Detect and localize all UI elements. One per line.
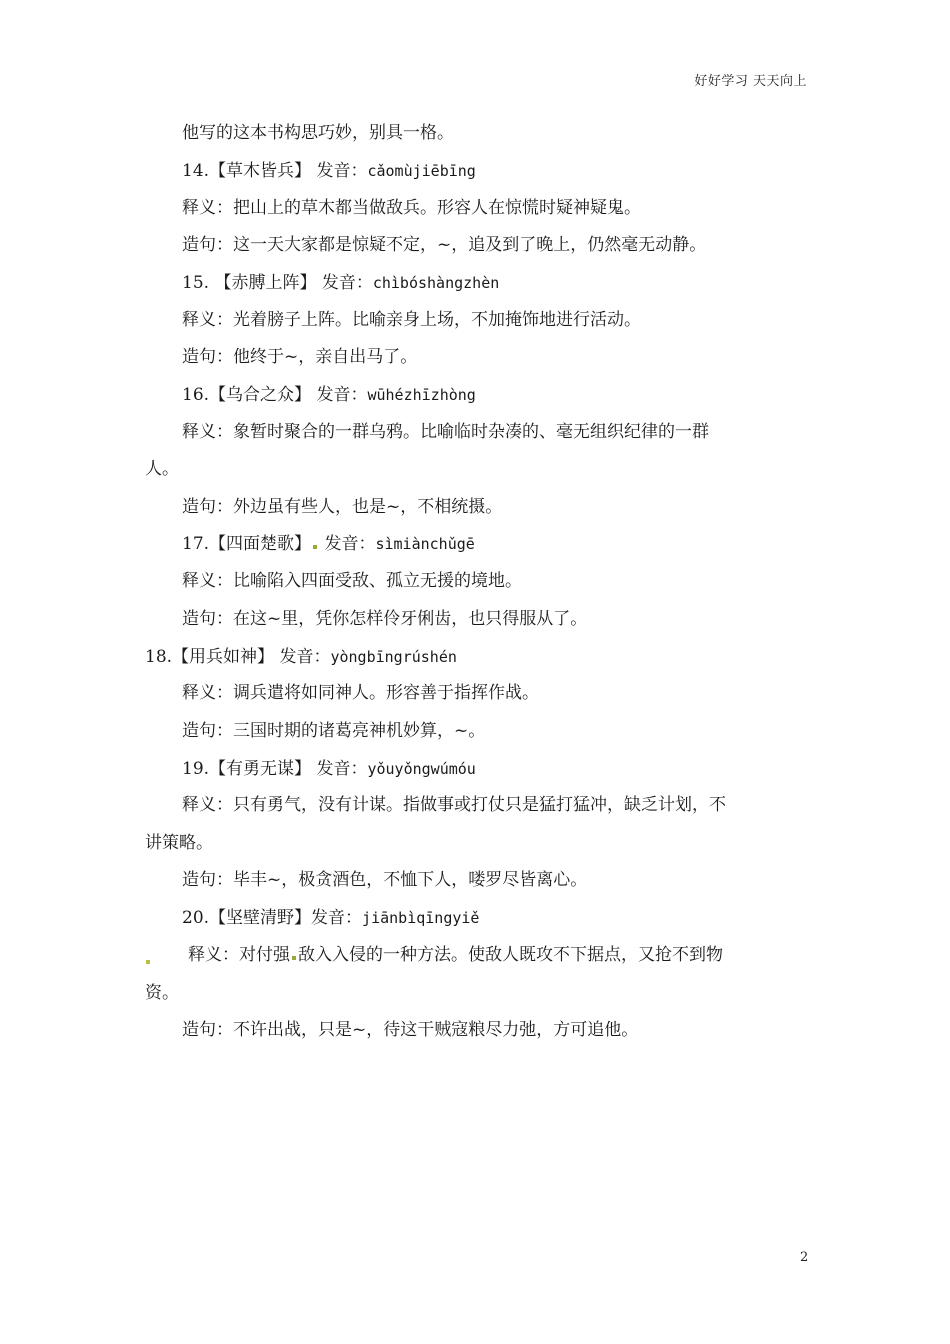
- entry-pinyin: yǒuyǒngwúmóu: [367, 760, 476, 778]
- entry-17-example: 造句：在这~里，凭你怎样伶牙俐齿，也只得服从了。: [182, 609, 588, 629]
- entry-19-example: 造句：毕丰~，极贪酒色，不恤下人，喽罗尽皆离心。: [182, 870, 588, 890]
- entry-16-example: 造句：外边虽有些人，也是~，不相统摄。: [182, 497, 503, 517]
- entry-20-definition-cont: 资。: [145, 983, 179, 1003]
- entry-19-definition: 释义：只有勇气，没有计谋。指做事或打仗只是猛打猛冲，缺乏计划，不: [182, 795, 726, 815]
- entry-15-definition: 释义：光着膀子上阵。比喻亲身上场，不加掩饰地进行活动。: [182, 310, 641, 330]
- entry-16-heading: [182, 383, 476, 407]
- entry-heading-label: 16.【乌合之众】 发音：: [182, 385, 368, 405]
- entry-14-definition: 释义：把山上的草木都当做敌兵。形容人在惊慌时疑神疑鬼。: [182, 198, 641, 218]
- entry-17-heading: [182, 532, 475, 556]
- entry-14-heading: [182, 159, 476, 183]
- entry-heading-label: 19.【有勇无谋】 发音：: [182, 759, 368, 779]
- entry-heading-label: 14.【草木皆兵】 发音：: [182, 161, 368, 181]
- entry-pinyin: wūhézhīzhòng: [367, 386, 476, 404]
- entry-18-heading: [145, 645, 457, 669]
- entry-20-example: 造句：不许出战，只是~，待这干贼寇粮尽力弛，方可追他。: [182, 1020, 639, 1040]
- entry-20-heading: [182, 906, 479, 930]
- entry-heading-label: 18.【用兵如神】 发音：: [145, 647, 331, 667]
- entry-16-definition: 释义：象暂时聚合的一群乌鸦。比喻临时杂凑的、毫无组织纪律的一群: [182, 422, 709, 442]
- entry-heading-label: 20.【坚壁清野】发音：: [182, 908, 363, 928]
- entry-17-definition: 释义：比喻陷入四面受敌、孤立无援的境地。: [182, 571, 522, 591]
- entry-pinyin: sìmiànchǔgē: [375, 535, 475, 553]
- entry-16-definition-cont: 人。: [145, 459, 179, 479]
- entry-heading-label: 15. 【赤膊上阵】 发音：: [182, 273, 373, 293]
- edit-mark: [313, 545, 317, 549]
- entry-19-heading: [182, 757, 476, 781]
- text-line: 他写的这本书构思巧妙，别具一格。: [182, 123, 454, 143]
- entry-18-definition: 释义：调兵遣将如同神人。形容善于指挥作战。: [182, 683, 539, 703]
- entry-pinyin: cǎomùjiēbīng: [367, 162, 476, 180]
- entry-15-heading: [182, 271, 499, 295]
- entry-20-definition: [188, 943, 723, 967]
- entry-15-example: 造句：他终于~，亲自出马了。: [182, 347, 418, 367]
- entry-heading-label: 17.【四面楚歌】: [182, 534, 312, 554]
- definition-part: 释义：对付强: [188, 945, 290, 965]
- entry-heading-label: 发音：: [319, 534, 376, 554]
- page-header: 好好学习 天天向上: [694, 74, 807, 89]
- entry-pinyin: chìbóshàngzhèn: [372, 274, 500, 292]
- edit-mark: [292, 956, 296, 960]
- edit-mark: [146, 960, 150, 964]
- entry-14-example: 造句：这一天大家都是惊疑不定，~，追及到了晚上，仍然毫无动静。: [182, 235, 707, 255]
- entry-pinyin: yòngbīngrúshén: [330, 648, 457, 666]
- entry-19-definition-cont: 讲策略。: [145, 833, 213, 853]
- page-number: 2: [800, 1250, 809, 1265]
- entry-18-example: 造句：三国时期的诸葛亮神机妙算，~。: [182, 721, 486, 741]
- entry-pinyin: jiānbìqīngyiě: [362, 909, 480, 927]
- definition-part: 敌入入侵的一种方法。使敌人既攻不下据点，又抢不到物: [298, 945, 723, 965]
